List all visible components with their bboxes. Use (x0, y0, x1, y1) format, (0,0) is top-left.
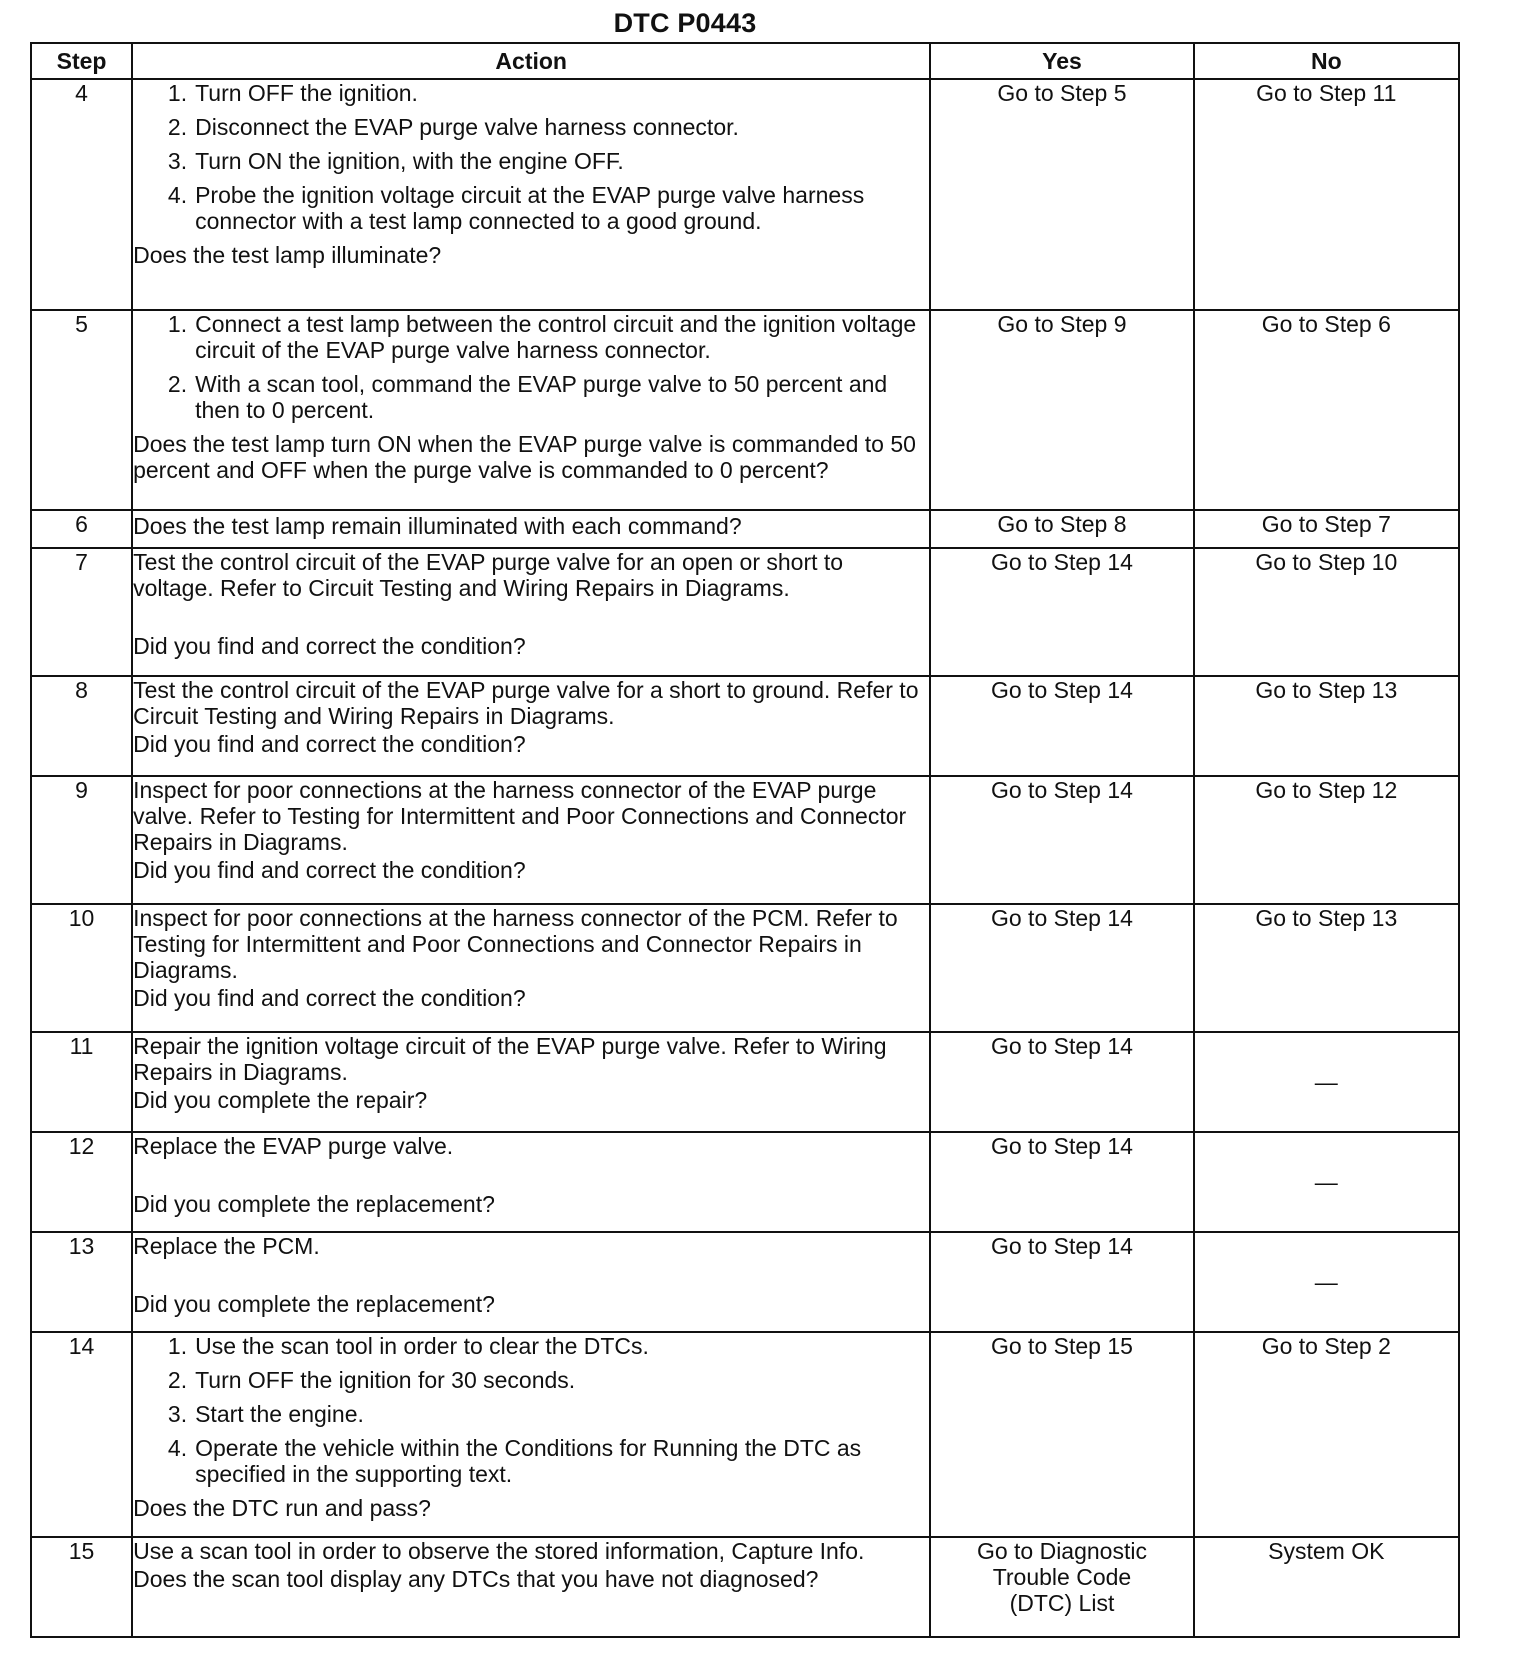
question-text: Does the DTC run and pass? (133, 1495, 431, 1521)
page-title: DTC P0443 (613, 8, 757, 38)
no-cell: Go to Step 7 (1194, 510, 1459, 548)
step-number: 9 (31, 776, 132, 904)
yes-cell: Go to Step 15 (930, 1332, 1193, 1537)
table-row (31, 1537, 1459, 1637)
table-row (31, 548, 1459, 676)
yes-cell: Go to Step 14 (930, 1232, 1193, 1332)
action-text: Test the control circuit of the EVAP purge valve for an open or short to voltage. Refer to Circuit Testing and Wiring Repairs in Diagrams. (133, 549, 844, 601)
table-row (31, 1132, 1459, 1232)
action-cell (132, 310, 930, 510)
step-number: 4 (31, 79, 132, 310)
yes-cell: Go to Step 8 (930, 510, 1193, 548)
substep-list (133, 80, 929, 234)
action-cell (132, 79, 930, 310)
yes-cell: Go to Step 9 (930, 310, 1193, 510)
action-cell (132, 1232, 930, 1332)
substep: 2. Turn OFF the ignition for 30 seconds. (167, 1367, 576, 1393)
action-text: Test the control circuit of the EVAP purge valve for a short to ground. Refer to Circuit Testing and Wiring Repairs in Diagrams. (133, 677, 919, 729)
yes-cell: Go to Step 14 (930, 1032, 1193, 1132)
question-text: Does the scan tool display any DTCs that you have not diagnosed? (133, 1566, 819, 1592)
no-cell: Go to Step 10 (1194, 548, 1459, 676)
action-cell (132, 1032, 930, 1132)
table-row (31, 1232, 1459, 1332)
table-row (31, 676, 1459, 776)
action-cell (132, 904, 930, 1032)
substep-list (133, 311, 929, 423)
action-cell (132, 1537, 930, 1637)
table-row (31, 1032, 1459, 1132)
yes-cell: Go to Step 14 (930, 776, 1193, 904)
no-cell (1194, 1132, 1459, 1232)
em-dash: — (1314, 1169, 1338, 1195)
diagnostic-table (30, 42, 1460, 1638)
no-cell: Go to Step 6 (1194, 310, 1459, 510)
action-cell (132, 510, 930, 548)
yes-cell: Go to Step 14 (930, 904, 1193, 1032)
step-number: 7 (31, 548, 132, 676)
step-number: 10 (31, 904, 132, 1032)
header-step: Step (31, 43, 132, 79)
step-number: 6 (31, 510, 132, 548)
table-row (31, 904, 1459, 1032)
step-number: 11 (31, 1032, 132, 1132)
question-text: Did you complete the replacement? (133, 1191, 495, 1217)
step-number: 15 (31, 1537, 132, 1637)
no-cell: System OK (1194, 1537, 1459, 1637)
no-cell (1194, 1232, 1459, 1332)
no-cell: Go to Step 11 (1194, 79, 1459, 310)
question-text: Does the test lamp turn ON when the EVAP purge valve is commanded to 50 percent and OFF when the purge valve is commanded to 0 percent? (133, 431, 916, 483)
table-row (31, 510, 1459, 548)
step-number: 13 (31, 1232, 132, 1332)
question-text: Did you find and correct the condition? (133, 985, 526, 1011)
question-text: Did you find and correct the condition? (133, 633, 526, 659)
yes-cell: Go to Step 14 (930, 1132, 1193, 1232)
yes-cell: Go to Step 5 (930, 79, 1193, 310)
action-cell (132, 776, 930, 904)
substep: 1. Turn OFF the ignition. (167, 80, 418, 106)
substep: 3. Start the engine. (167, 1401, 364, 1427)
substep: 1. Connect a test lamp between the control circuit and the ignition voltage circuit of the EVAP purge valve harness connector. (167, 311, 917, 363)
action-cell (132, 676, 930, 776)
header-yes: Yes (930, 43, 1193, 79)
substep: 4. Operate the vehicle within the Conditions for Running the DTC as specified in the supporting text. (167, 1435, 862, 1487)
step-number: 12 (31, 1132, 132, 1232)
no-cell: Go to Step 2 (1194, 1332, 1459, 1537)
no-cell: Go to Step 13 (1194, 904, 1459, 1032)
question-text: Does the test lamp illuminate? (133, 242, 442, 268)
action-cell (132, 1132, 930, 1232)
no-cell: Go to Step 13 (1194, 676, 1459, 776)
action-text: Replace the EVAP purge valve. (133, 1133, 454, 1159)
question-text: Does the test lamp remain illuminated with each command? (133, 513, 742, 539)
yes-cell: Go to Step 14 (930, 676, 1193, 776)
action-text: Repair the ignition voltage circuit of the EVAP purge valve. Refer to Wiring Repairs in Diagrams. (133, 1033, 887, 1085)
yes-cell: Go to Step 14 (930, 548, 1193, 676)
table-header-row (31, 43, 1459, 79)
action-cell (132, 1332, 930, 1537)
question-text: Did you find and correct the condition? (133, 731, 526, 757)
substep-list (133, 1333, 929, 1487)
no-cell: Go to Step 12 (1194, 776, 1459, 904)
table-row (31, 1332, 1459, 1537)
question-text: Did you complete the repair? (133, 1087, 428, 1113)
action-text: Replace the PCM. (133, 1233, 320, 1259)
header-no: No (1194, 43, 1459, 79)
em-dash: — (1314, 1069, 1338, 1095)
substep: 4. Probe the ignition voltage circuit at the EVAP purge valve harness connector with a test lamp connected to a good ground. (167, 182, 865, 234)
step-number: 14 (31, 1332, 132, 1537)
table-row (31, 776, 1459, 904)
question-text: Did you find and correct the condition? (133, 857, 526, 883)
action-cell (132, 548, 930, 676)
step-number: 5 (31, 310, 132, 510)
header-action: Action (132, 43, 930, 79)
substep: 2. Disconnect the EVAP purge valve harness connector. (167, 114, 739, 140)
substep: 1. Use the scan tool in order to clear the DTCs. (167, 1333, 649, 1359)
step-number: 8 (31, 676, 132, 776)
em-dash: — (1314, 1269, 1338, 1295)
action-text: Inspect for poor connections at the harness connector of the PCM. Refer to Testing for Intermittent and Poor Connections and Connector Repairs in Diagrams. (133, 905, 898, 983)
action-text: Inspect for poor connections at the harness connector of the EVAP purge valve. Refer to Testing for Intermittent and Poor Connections and Connector Repairs in Diagrams. (133, 777, 907, 855)
no-cell (1194, 1032, 1459, 1132)
table-row (31, 79, 1459, 310)
table-row (31, 310, 1459, 510)
substep: 3. Turn ON the ignition, with the engine OFF. (167, 148, 624, 174)
action-text: Use a scan tool in order to observe the stored information, Capture Info. (133, 1538, 865, 1564)
question-text: Did you complete the replacement? (133, 1291, 495, 1317)
yes-cell: Go to Diagnostic Trouble Code (DTC) List (930, 1537, 1193, 1637)
substep: 2. With a scan tool, command the EVAP purge valve to 50 percent and then to 0 percent. (167, 371, 888, 423)
